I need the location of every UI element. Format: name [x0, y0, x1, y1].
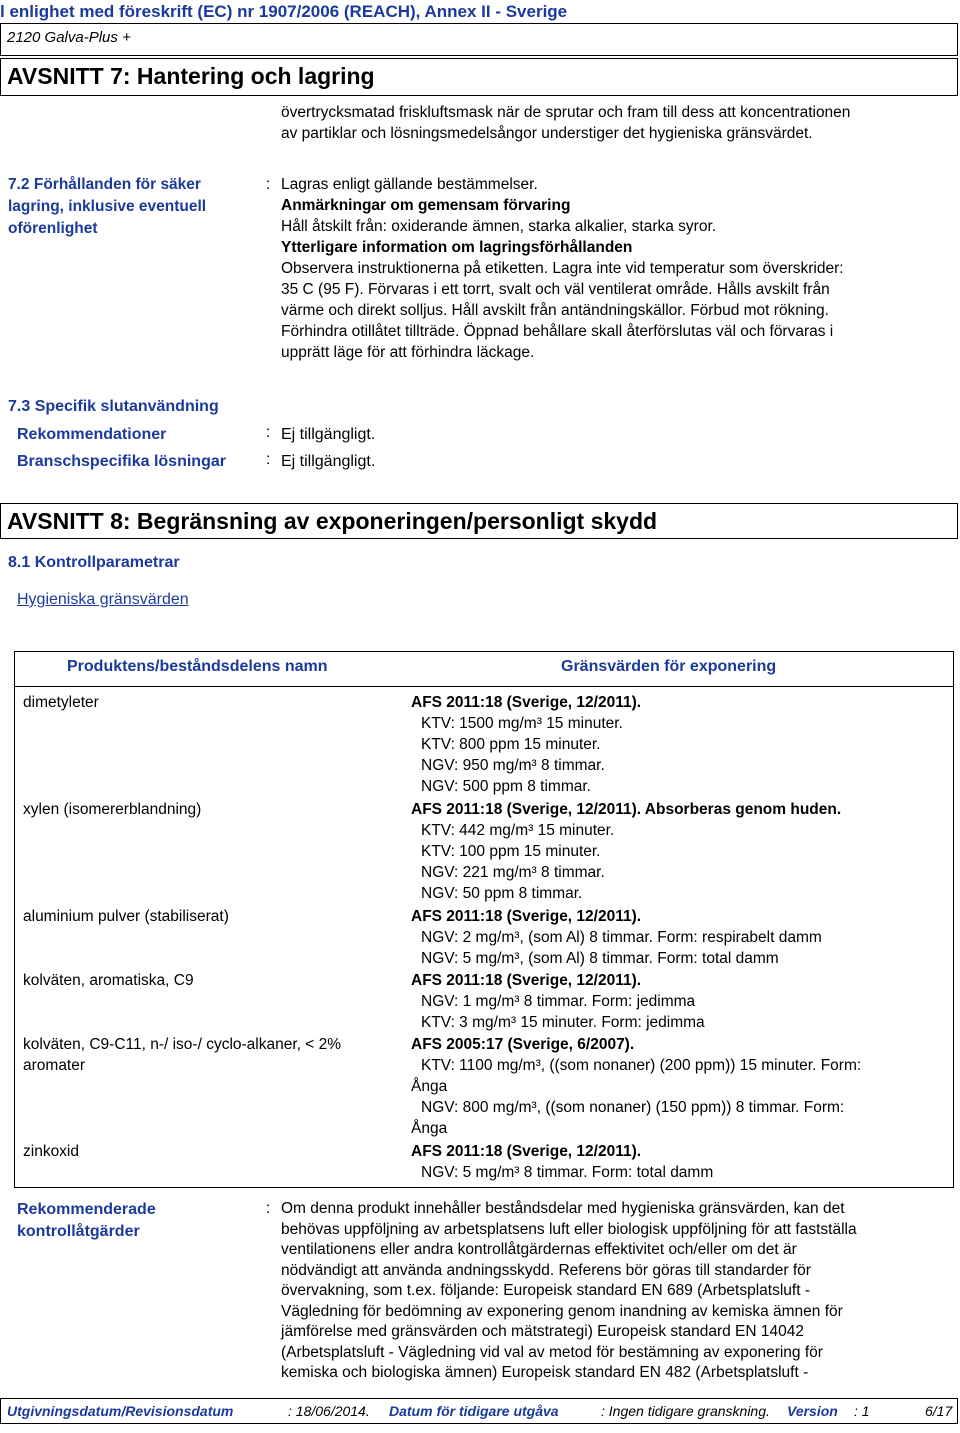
substance-name	[23, 1034, 403, 1076]
section-8-1-heading: 8.1 Kontrollparametrar	[8, 554, 180, 571]
substance-name	[23, 799, 201, 820]
name-line: xylen (isomererblandning)	[23, 801, 202, 818]
footer-version-label: Version	[787, 1403, 838, 1419]
limit-line: NGV: 2 mg/m³, (som Al) 8 timmar. Form: respirabelt damm	[421, 929, 822, 946]
colon: :	[266, 424, 271, 441]
limit-line: Ånga	[411, 1120, 448, 1137]
limit-values	[411, 906, 951, 969]
limit-source: AFS 2011:18 (Sverige, 12/2011). Absorberas genom huden.	[411, 801, 842, 818]
recommended-controls-text	[281, 1199, 857, 1384]
table-header-limits: Gränsvärden för exponering	[561, 658, 777, 675]
text-line: Håll åtskilt från: oxiderande ämnen, starka alkalier, starka syror.	[281, 218, 717, 235]
limit-line: KTV: 442 mg/m³ 15 minuter.	[421, 822, 615, 839]
limit-source: AFS 2011:18 (Sverige, 12/2011).	[411, 1143, 642, 1160]
limit-line: NGV: 500 ppm 8 timmar.	[421, 778, 591, 795]
recommendations-label: Rekommendationer	[17, 426, 167, 443]
limit-line: KTV: 1500 mg/m³ 15 minuter.	[421, 715, 623, 732]
text-line: övervakning, som t.ex. följande: Europeisk standard EN 689 (Arbetsplatsluft -	[281, 1282, 810, 1299]
continuation-line: övertrycksmatad friskluftsmask när de sprutar och fram till dess att koncentrationen	[281, 104, 851, 121]
text-line: ventilationens eller andra kontrollåtgärdernas effektivitet och/eller om det är	[281, 1241, 797, 1258]
label-line: 7.2 Förhållanden för säker	[8, 176, 201, 193]
footer-date-label: Utgivningsdatum/Revisionsdatum	[7, 1403, 234, 1419]
footer-page-number: 6/17	[925, 1403, 953, 1419]
label-line: Rekommenderade	[17, 1201, 156, 1218]
section-7-2-label	[8, 174, 206, 240]
limit-line: NGV: 950 mg/m³ 8 timmar.	[421, 757, 605, 774]
label-line: lagring, inklusive eventuell	[8, 198, 207, 215]
name-line: zinkoxid	[23, 1143, 79, 1160]
section-7-heading: AVSNITT 7: Hantering och lagring	[0, 58, 958, 96]
limit-values	[411, 692, 951, 797]
limit-line: KTV: 100 ppm 15 minuter.	[421, 843, 601, 860]
section-7-2-content	[281, 174, 844, 363]
limit-source: AFS 2011:18 (Sverige, 12/2011).	[411, 908, 642, 925]
text-line: Om denna produkt innehåller beståndsdelar med hygieniska gränsvärden, kan det	[281, 1200, 845, 1217]
limit-line: Ånga	[411, 1078, 448, 1095]
text-line: värme och direkt solljus. Håll avskilt från antändningskällor. Förbud mot rökning.	[281, 302, 829, 319]
footer-version-value: : 1	[854, 1403, 870, 1419]
name-line: aromater	[23, 1057, 86, 1074]
limit-line: NGV: 221 mg/m³ 8 timmar.	[421, 864, 605, 881]
limit-line: KTV: 800 ppm 15 minuter.	[421, 736, 601, 753]
section-7-continuation	[281, 102, 850, 144]
limit-line: NGV: 5 mg/m³ 8 timmar. Form: total damm	[421, 1164, 714, 1181]
name-line: kolväten, C9-C11, n-/ iso-/ cyclo-alkaner, < 2%	[23, 1036, 342, 1053]
text-line: Observera instruktionerna på etiketten. Lagra inte vid temperatur som överskrider:	[281, 260, 844, 277]
name-line: kolväten, aromatiska, C9	[23, 972, 194, 989]
name-line: dimetyleter	[23, 694, 99, 711]
colon: :	[266, 1200, 271, 1217]
limit-values	[411, 1034, 951, 1139]
limit-line: NGV: 1 mg/m³ 8 timmar. Form: jedimma	[421, 993, 696, 1010]
limit-source: AFS 2005:17 (Sverige, 6/2007).	[411, 1036, 635, 1053]
substance-name	[23, 1141, 79, 1162]
text-line: Förhindra otillåtet tillträde. Öppnad behållare skall återförslutas väl och förvaras i	[281, 323, 834, 340]
text-line: kemiska och biologiska ämnen) Europeisk standard EN 482 (Arbetsplatsluft -	[281, 1364, 809, 1381]
limit-line: NGV: 5 mg/m³, (som Al) 8 timmar. Form: total damm	[421, 950, 779, 967]
subheading: Anmärkningar om gemensam förvaring	[281, 197, 571, 214]
colon: :	[266, 176, 271, 193]
substance-name	[23, 970, 194, 991]
label-line: oförenlighet	[8, 220, 98, 237]
product-name: 2120 Galva-Plus +	[7, 29, 131, 46]
limit-line: KTV: 3 mg/m³ 15 minuter. Form: jedimma	[421, 1014, 705, 1031]
limit-values	[411, 799, 951, 904]
footer-date-value: : 18/06/2014.	[288, 1403, 370, 1419]
footer	[0, 1398, 958, 1424]
text-line: 35 C (95 F). Förvaras i ett torrt, svalt och väl ventilerat område. Hålls avskilt från	[281, 281, 830, 298]
recommendations-value: Ej tillgängligt.	[281, 426, 376, 443]
text-line: upprätt läge för att förhindra läckage.	[281, 344, 535, 361]
table-header-name: Produktens/beståndsdelens namn	[67, 658, 328, 675]
industry-solutions-value: Ej tillgängligt.	[281, 453, 376, 470]
text-line: (Arbetsplatsluft - Vägledning vid val av metod för bestämning av exponering för	[281, 1343, 823, 1361]
name-line: aluminium pulver (stabiliserat)	[23, 908, 229, 925]
substance-name	[23, 906, 229, 927]
product-box	[0, 23, 958, 56]
text-line: nödvändigt att använda andningsskydd. Referens bör göras till standarder för	[281, 1261, 811, 1279]
colon: :	[266, 451, 271, 468]
limit-source: AFS 2011:18 (Sverige, 12/2011).	[411, 972, 642, 989]
table-header-divider	[15, 686, 953, 687]
exposure-limits-table	[14, 651, 954, 1188]
text-line: Lagras enligt gällande bestämmelser.	[281, 176, 538, 193]
document-header-title: l enlighet med föreskrift (EC) nr 1907/2006 (REACH), Annex II - Sverige	[0, 2, 568, 21]
limit-values	[411, 970, 951, 1033]
label-line: kontrollåtgärder	[17, 1223, 140, 1240]
text-line: behövas uppföljning av arbetsplatsens luft eller biologisk uppföljning för att fastställa	[281, 1220, 857, 1238]
continuation-line: av partiklar och lösningsmedelsångor understiger det hygieniska gränsvärdet.	[281, 125, 813, 142]
limit-source: AFS 2011:18 (Sverige, 12/2011).	[411, 694, 642, 711]
text-line: Vägledning för bedömning av exponering genom inandning av kemiska ämnen för	[281, 1302, 843, 1320]
industry-solutions-label: Branschspecifika lösningar	[17, 453, 226, 470]
limit-line: NGV: 50 ppm 8 timmar.	[421, 885, 583, 902]
limit-line: KTV: 1100 mg/m³, ((som nonaner) (200 ppm)) 15 minuter. Form:	[421, 1057, 862, 1074]
substance-name	[23, 692, 99, 713]
text-line: jämförelse med gränsvärden och mätstrategi) Europeisk standard EN 14042	[281, 1323, 804, 1340]
section-7-3-heading: 7.3 Specifik slutanvändning	[8, 398, 219, 415]
limit-values	[411, 1141, 951, 1183]
footer-prev-label: Datum för tidigare utgåva	[389, 1403, 559, 1419]
limit-line: NGV: 800 mg/m³, ((som nonaner) (150 ppm)) 8 timmar. Form:	[421, 1099, 845, 1116]
section-8-heading: AVSNITT 8: Begränsning av exponeringen/personligt skydd	[0, 503, 958, 539]
hygiene-limits-heading: Hygieniska gränsvärden	[17, 591, 189, 608]
recommended-controls-label	[17, 1199, 156, 1243]
footer-prev-value: : Ingen tidigare granskning.	[601, 1403, 770, 1419]
subheading: Ytterligare information om lagringsförhållanden	[281, 239, 633, 256]
